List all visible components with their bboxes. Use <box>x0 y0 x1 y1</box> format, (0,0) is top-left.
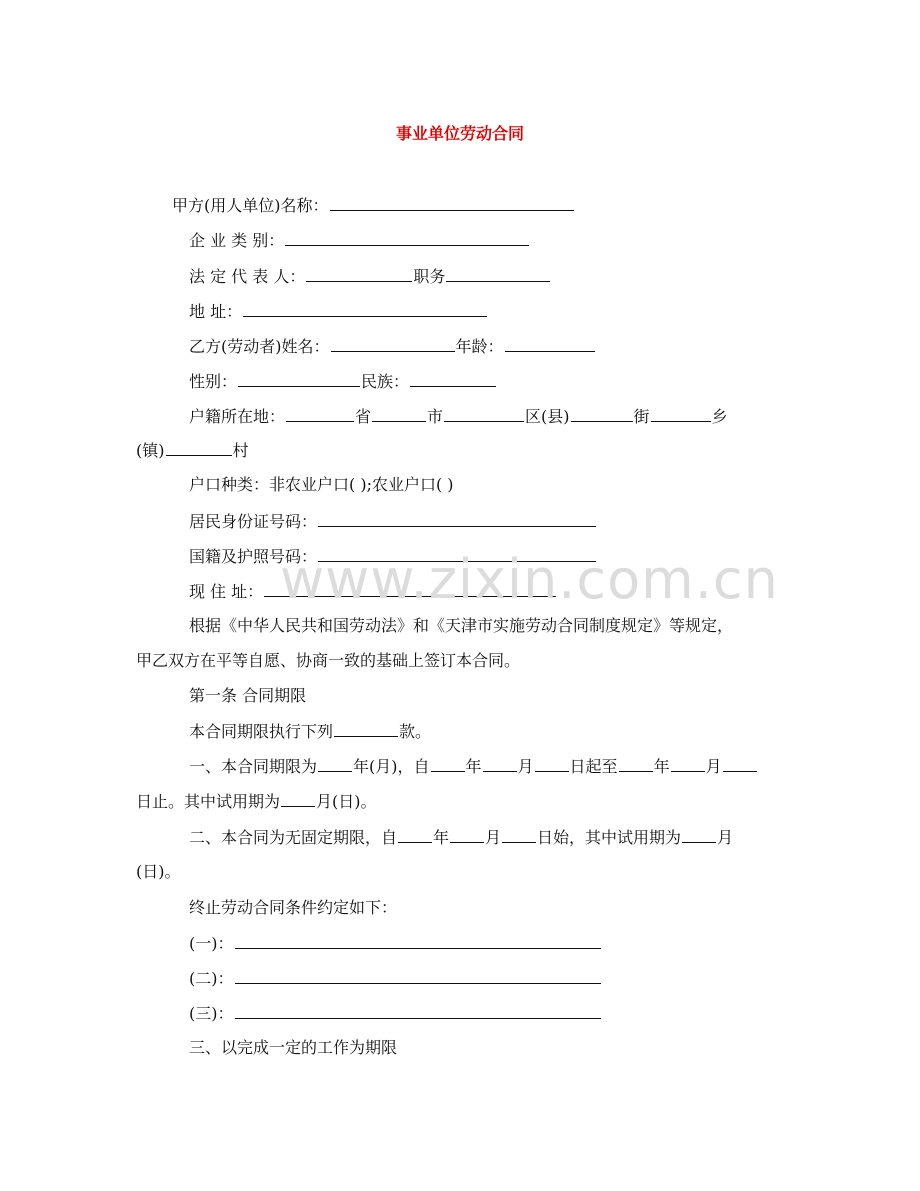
term-item-label: (三)： <box>189 1004 234 1023</box>
start-year-blank[interactable] <box>431 755 465 772</box>
party-a-line <box>172 194 575 217</box>
legal-rep-label: 法 定 代 表 人： <box>189 267 306 286</box>
street-label: 街 <box>633 407 650 426</box>
town-blank[interactable] <box>166 439 232 456</box>
termination-heading: 终止劳动合同条件约定如下： <box>189 898 398 917</box>
exec-suffix: 款。 <box>399 722 432 741</box>
start-day-blank[interactable] <box>535 755 569 772</box>
id-no-blank[interactable] <box>318 510 596 527</box>
ethnicity-blank[interactable] <box>410 370 496 387</box>
district-label: 区(县) <box>525 407 570 426</box>
c2-year-blank[interactable] <box>398 826 432 843</box>
hukou-type-line: 户口种类：非农业户口( );农业户口( ) <box>189 475 454 494</box>
legal-rep-line <box>189 265 551 288</box>
province-blank[interactable] <box>286 405 354 422</box>
position-label: 职务 <box>413 267 446 286</box>
year-label: 年 <box>653 757 670 776</box>
c2-probation-blank[interactable] <box>682 826 716 843</box>
day-label: 日起至 <box>569 757 618 776</box>
clause-1-line <box>189 755 758 778</box>
party-a-label: 甲方(用人单位)名称： <box>172 196 329 215</box>
township-blank[interactable] <box>651 405 711 422</box>
category-line <box>189 229 530 252</box>
term-item-label: (二)： <box>189 969 234 988</box>
address-line <box>189 300 488 323</box>
end-month-blank[interactable] <box>671 755 705 772</box>
end-year-blank[interactable] <box>619 755 653 772</box>
c2-day-blank[interactable] <box>502 826 536 843</box>
hukou-loc-label: 户籍所在地： <box>189 407 286 426</box>
watermark: www.zixin.com.cn <box>280 548 779 611</box>
term-item-blank[interactable] <box>235 967 601 984</box>
legal-rep-blank[interactable] <box>306 265 412 282</box>
basis-line-2: 甲乙双方在平等自愿、协商一致的基础上签订本合同。 <box>136 651 521 670</box>
probation-blank[interactable] <box>281 790 315 807</box>
article-1-heading: 第一条 合同期限 <box>189 686 307 705</box>
month-label: 月 <box>485 828 502 847</box>
term-blank[interactable] <box>318 755 352 772</box>
residence-label: 现 住 址： <box>189 582 264 601</box>
ethnicity-label: 民族： <box>361 372 410 391</box>
c2-probation-text: 日始，其中试用期为 <box>537 828 682 847</box>
month-label: 月 <box>705 757 722 776</box>
party-b-blank[interactable] <box>331 335 455 352</box>
province-label: 省 <box>355 407 372 426</box>
gender-line <box>189 370 497 393</box>
town-line <box>136 439 249 462</box>
termination-item-1 <box>189 932 602 955</box>
clause-2-line <box>189 826 733 849</box>
exec-text: 本合同期限执行下列 <box>189 722 334 741</box>
year-label: 年 <box>465 757 482 776</box>
hukou-loc-line <box>189 405 728 428</box>
town-label: (镇) <box>136 441 165 460</box>
id-no-label: 居民身份证号码： <box>189 512 318 531</box>
category-label: 企 业 类 别： <box>189 231 285 250</box>
start-month-blank[interactable] <box>483 755 517 772</box>
document-title: 事业单位劳动合同 <box>395 124 524 143</box>
month-label: 月 <box>517 757 534 776</box>
village-label: 村 <box>232 441 249 460</box>
id-no-line <box>189 510 597 533</box>
end-day-blank[interactable] <box>723 755 757 772</box>
probation-text: 日止。其中试用期为 <box>136 792 281 811</box>
party-a-blank[interactable] <box>330 194 574 211</box>
gender-blank[interactable] <box>238 370 360 387</box>
c2-month-blank[interactable] <box>450 826 484 843</box>
year-label: 年 <box>433 828 450 847</box>
residence-line <box>189 580 557 603</box>
street-blank[interactable] <box>571 405 633 422</box>
month-label: 月 <box>717 828 734 847</box>
residence-blank[interactable] <box>264 580 556 597</box>
party-b-line <box>189 335 596 358</box>
position-blank[interactable] <box>446 265 550 282</box>
probation-unit: 月(日)。 <box>316 792 377 811</box>
age-label: 年龄： <box>455 337 504 356</box>
termination-item-2 <box>189 967 602 990</box>
exec-blank[interactable] <box>334 720 398 737</box>
basis-line-1: 根据《中华人民共和国劳动法》和《天津市实施劳动合同制度规定》等规定， <box>189 616 734 635</box>
address-blank[interactable] <box>243 300 487 317</box>
term-item-label: (一)： <box>189 934 234 953</box>
clause-1-line-2 <box>136 790 377 813</box>
exec-line <box>189 720 431 743</box>
passport-blank[interactable] <box>318 545 596 562</box>
clause-1-text: 一、本合同期限为 <box>189 757 318 776</box>
district-blank[interactable] <box>444 405 524 422</box>
address-label: 地 址： <box>189 302 243 321</box>
passport-label: 国籍及护照号码： <box>189 547 318 566</box>
termination-item-3 <box>189 1002 602 1025</box>
city-blank[interactable] <box>372 405 426 422</box>
passport-line <box>189 545 597 568</box>
gender-label: 性别： <box>189 372 238 391</box>
age-blank[interactable] <box>505 335 595 352</box>
city-label: 市 <box>427 407 444 426</box>
party-b-label: 乙方(劳动者)姓名： <box>189 337 330 356</box>
clause-3-heading: 三、以完成一定的工作为期限 <box>189 1038 398 1057</box>
clause-1-unit: 年(月)，自 <box>353 757 430 776</box>
township-label: 乡 <box>711 407 728 426</box>
term-item-blank[interactable] <box>235 932 601 949</box>
term-item-blank[interactable] <box>235 1002 601 1019</box>
clause-2-line-2: (日)。 <box>136 862 181 881</box>
clause-2-text: 二、本合同为无固定期限，自 <box>189 828 398 847</box>
category-blank[interactable] <box>285 229 529 246</box>
